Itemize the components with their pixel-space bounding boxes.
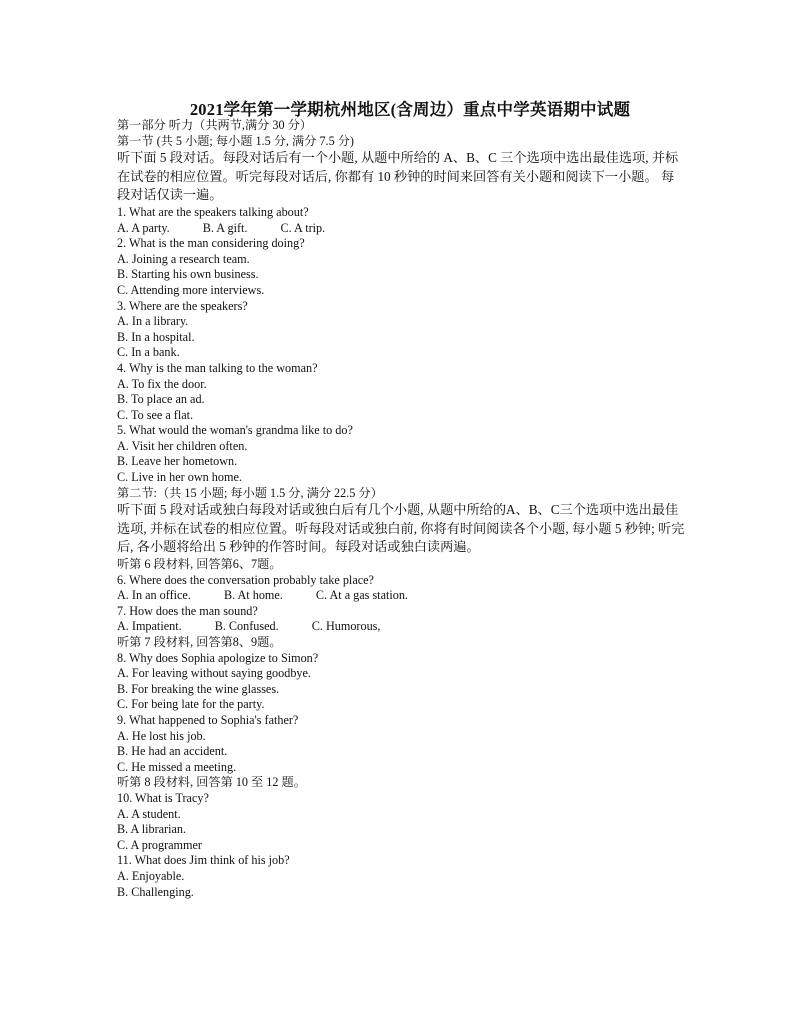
option-a: A. A student. — [117, 806, 181, 821]
option-a: A. Enjoyable. — [117, 868, 185, 883]
option-b: B. Confused. — [214, 619, 279, 634]
option-b: B. Challenging. — [117, 884, 194, 899]
option-b: B. Starting his own business. — [117, 267, 259, 282]
question-5-stem: 5. What would the woman's grandma like to do? — [117, 423, 353, 438]
option-c: C. At a gas station. — [315, 588, 408, 603]
option-c: C. Live in her own home. — [117, 470, 242, 485]
section-2-instructions: 听下面 5 段对话或独白每段对话或独白后有几个小题, 从题中所给的A、B、C三个选项中选出最佳选项, 并标在试卷的相应位置。听每段对话或独白前, 你将有时间阅读各个小题, 每小题 5 秒钟; 听完后, 各小题将给出 5 秒钟的作答时间。每段对话或独白读两遍。 — [117, 502, 685, 555]
option-a: A. A party. — [117, 220, 170, 235]
option-a: A. In a library. — [117, 314, 189, 329]
question-11-stem: 11. What does Jim think of his job? — [117, 853, 290, 868]
option-c: C. Attending more interviews. — [117, 282, 265, 297]
question-9-stem: 9. What happened to Sophia's father? — [117, 712, 299, 727]
section-1-instructions: 听下面 5 段对话。每段对话后有一个小题, 从题中所给的 A、B、C 三个选项中选出最佳选项, 并标在试卷的相应位置。听完每段对话后, 你都有 10 秒钟的时间来回答有关小题和阅读下一小题。 每段对话仅读一遍。 — [117, 150, 679, 203]
option-c: C. In a bank. — [117, 345, 180, 360]
option-b: B. He had an accident. — [117, 744, 228, 759]
section-1-header: 第一节 (共 5 小题; 每小题 1.5 分, 满分 7.5 分) — [117, 133, 354, 148]
option-b: B. In a hospital. — [117, 329, 195, 344]
exam-title: 2021学年第一学期杭州地区(含周边）重点中学英语期中试题 — [189, 100, 631, 119]
section-2-header: 第二节:（共 15 小题; 每小题 1.5 分, 满分 22.5 分） — [117, 485, 383, 500]
option-b: B. A librarian. — [117, 822, 187, 837]
option-c: C. A programmer — [117, 837, 202, 852]
question-2-stem: 2. What is the man considering doing? — [117, 236, 305, 251]
option-b: B. At home. — [223, 588, 283, 603]
exam-content — [117, 118, 687, 900]
question-8-stem: 8. Why does Sophia apologize to Simon? — [117, 650, 319, 665]
material-6-heading: 听第 6 段材料, 回答第6、7题。 — [117, 557, 282, 572]
option-c: C. To see a flat. — [117, 407, 194, 422]
question-1-stem: 1. What are the speakers talking about? — [117, 204, 309, 219]
option-b: B. For breaking the wine glasses. — [117, 681, 280, 696]
material-7-heading: 听第 7 段材料, 回答第8、9题。 — [117, 635, 282, 649]
option-a: A. Visit her children often. — [117, 438, 248, 453]
option-c: C. For being late for the party. — [117, 697, 265, 712]
option-b: B. A gift. — [202, 220, 248, 235]
option-a: A. In an office. — [117, 588, 191, 603]
question-10-stem: 10. What is Tracy? — [117, 790, 209, 805]
option-b: B. To place an ad. — [117, 392, 205, 407]
option-a: A. For leaving without saying goodbye. — [117, 666, 311, 681]
option-b: B. Leave her hometown. — [117, 454, 238, 469]
material-8-heading: 听第 8 段材料, 回答第 10 至 12 题。 — [117, 775, 306, 790]
question-1-options — [117, 221, 687, 237]
question-3-stem: 3. Where are the speakers? — [117, 298, 248, 313]
part-heading: 第一部分 听力（共两节,满分 30 分） — [117, 118, 312, 132]
option-c: C. He missed a meeting. — [117, 759, 237, 774]
question-7-options — [117, 619, 687, 635]
option-c: C. Humorous, — [311, 619, 381, 634]
option-a: A. Joining a research team. — [117, 251, 250, 266]
question-6-options — [117, 588, 687, 604]
option-a: A. Impatient. — [117, 619, 182, 634]
option-c: C. A trip. — [280, 220, 326, 235]
question-7-stem: 7. How does the man sound? — [117, 603, 258, 618]
question-4-stem: 4. Why is the man talking to the woman? — [117, 360, 318, 375]
option-a: A. To fix the door. — [117, 376, 207, 391]
option-a: A. He lost his job. — [117, 728, 206, 743]
question-6-stem: 6. Where does the conversation probably take place? — [117, 572, 374, 587]
